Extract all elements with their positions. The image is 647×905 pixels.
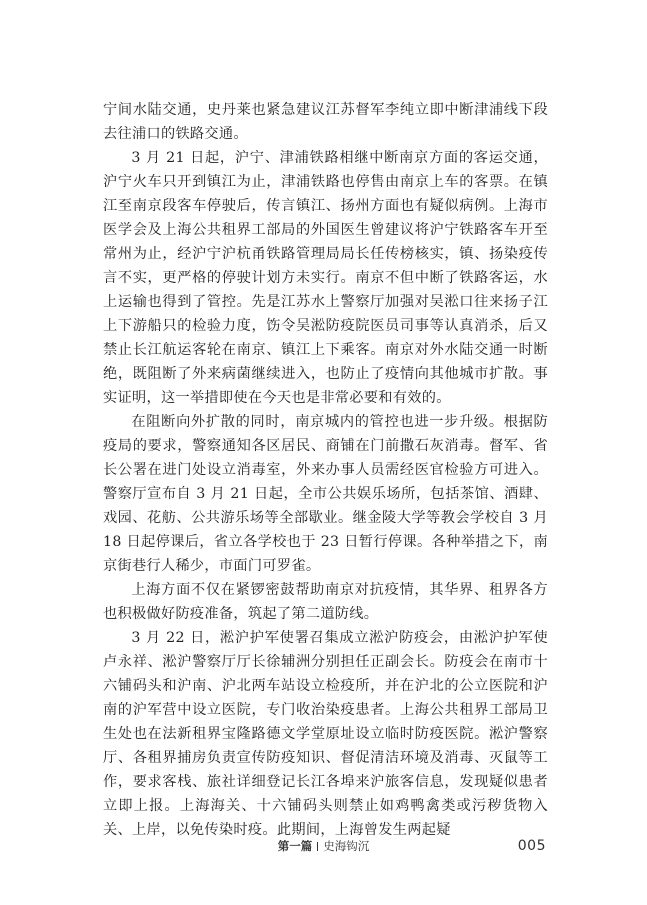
paragraph-4: 上海方面不仅在紧锣密鼓帮助南京对抗疫情，其华界、租界各方也积极做好防疫准备，筑起了第二道防线。 xyxy=(103,582,548,622)
paragraph-2: 3 月 21 日起，沪宁、津浦铁路相继中断南京方面的客运交通，沪宁火车只开到镇江为止，津浦铁路也停售由南京上车的客票。在镇江至南京段客车停驶后，传言镇江、扬州方面也有疑似病例。上海市医学会及上海公共租界工部局的外国医生曾建议将沪宁铁路客车开至常州为止，经沪宁沪杭甬铁路管理局局长任传榜核实，镇、扬染疫传言不实，更严格的停驶计划方未实行。南京不但中断了铁路客运，水上运输也得到了管控。先是江苏水上警察厅加强对吴淞口往来扬子江上下游船只的检验力度，饬令吴淞防疫院医员司事等认真消杀，后又禁止长江航运客轮在南京、镇江上下乘客。南京对外水陆交通一时断绝，既阻断了外来病菌继续进入，也防止了疫情向其他城市扩散。事实证明，这一举措即使在今天也是非常必要和有效的。 xyxy=(103,150,548,406)
footer-part-label: 第一篇 xyxy=(277,839,313,853)
footer-separator xyxy=(317,842,318,851)
running-footer xyxy=(0,836,647,856)
page-body xyxy=(103,98,548,842)
page-number: 005 xyxy=(517,838,546,854)
paragraph-5: 3 月 22 日，淞沪护军使署召集成立淞沪防疫会，由淞沪护军使卢永祥、淞沪警察厅厅长徐辅洲分别担任正副会长。防疫会在南市十六铺码头和沪南、沪北两车站设立检疫所，并在沪北的公立医院和沪南的沪军营中设立医院，专门收治染疫患者。上海公共租界工部局卫生处也在法新租界宝隆路德文学堂原址设立临时防疫医院。淞沪警察厅、各租界捕房负责宣传防疫知识、督促清洁环境及消毒、灭鼠等工作，要求客栈、旅社详细登记长江各埠来沪旅客信息，发现疑似患者立即上报。上海海关、十六铺码头则禁止如鸡鸭禽类或污秽货物入关、上岸，以免传染时疫。此期间，上海曾发生两起疑 xyxy=(103,630,548,838)
footer-section-title: 史海钩沉 xyxy=(323,839,370,853)
paragraph-3: 在阻断向外扩散的同时，南京城内的管控也进一步升级。根据防疫局的要求，警察通知各区居民、商铺在门前撒石灰消毒。督军、省长公署在进门处设立消毒室，外来办事人员需经医官检验方可进入。警察厅宣布自 3 月 21 日起，全市公共娱乐场所，包括茶馆、酒肆、戏园、花舫、公共游乐场等全部歇业。继金陵大学等教会学校自 3 月 18 日起停课后，省立各学校也于 23 日暂行停课。各种举措之下，南京街巷行人稀少，市面门可罗雀。 xyxy=(103,414,548,574)
page-footer xyxy=(0,836,647,856)
paragraph-1: 宁间水陆交通，史丹莱也紧急建议江苏督军李纯立即中断津浦线下段去往浦口的铁路交通。 xyxy=(103,102,548,142)
